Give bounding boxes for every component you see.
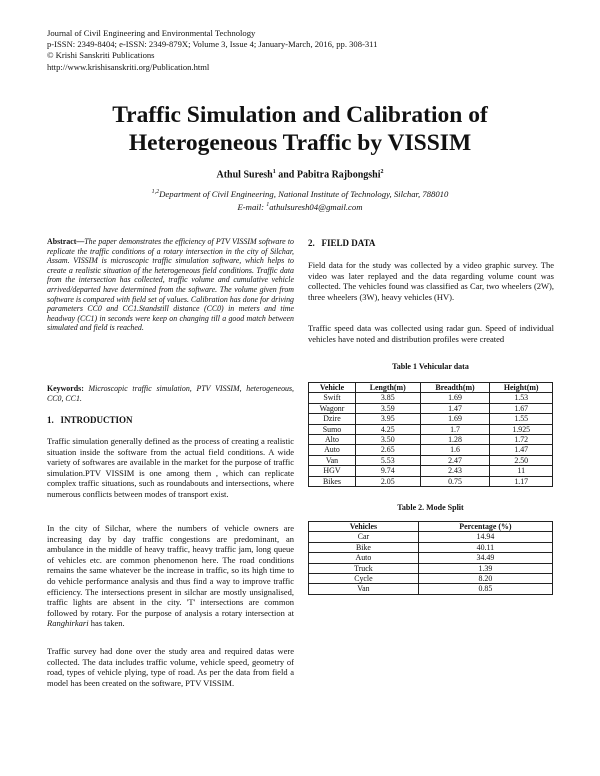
table-row: [309, 445, 553, 455]
table-cell: Car: [309, 532, 419, 542]
table-cell: 2.47: [420, 455, 490, 465]
table-1-header: Breadth(m): [420, 383, 490, 393]
affil-sup: 1,2: [151, 189, 160, 195]
table-cell: 3.59: [355, 403, 420, 413]
table-cell: Bike: [309, 542, 419, 552]
table-2-caption: Table 2. Mode Split: [397, 503, 464, 512]
email-label: E-mail:: [237, 201, 267, 212]
table-cell: 1.69: [420, 414, 490, 424]
table-row: [309, 532, 553, 542]
table-1-caption: Table 1 Vehicular data: [392, 362, 469, 371]
journal-publisher: © Krishi Sanskriti Publications: [47, 50, 155, 61]
title-line-1: Traffic Simulation and Calibration of: [112, 102, 488, 128]
table-row: [309, 424, 553, 434]
journal-issn: p-ISSN: 2349-8404; e-ISSN: 2349-879X; Volume 3, Issue 4; January-March, 2016, pp. 308-311: [47, 39, 378, 50]
author-1: Athul Suresh: [216, 169, 273, 181]
paper-title: [0, 101, 600, 157]
table-cell: Alto: [309, 435, 356, 445]
authors: [0, 169, 600, 180]
table-2-header: Vehicles: [309, 522, 419, 532]
table-1-header: Vehicle: [309, 383, 356, 393]
journal-header: [47, 28, 377, 73]
table-cell: Swift: [309, 393, 356, 403]
table-1-header: Length(m): [355, 383, 420, 393]
email-address[interactable]: athulsuresh04@gmail.com: [269, 201, 363, 212]
intro-p1-text: Traffic simulation generally defined as the process of creating a realistic situation inside the software from the actual field conditions. A wide variety of softwares are available in the market for the purpose of traffic simulation.PTV VISSIM is one among them , which can replicate complex traffic situations, such as roundabouts and intersections, where numerous conflicts between modes of transport exist.: [47, 436, 294, 499]
table-cell: 1.28: [420, 435, 490, 445]
table-cell: 1.53: [490, 393, 553, 403]
keywords-label: Keywords:: [47, 384, 84, 393]
table-row: [309, 574, 553, 584]
table-row: [309, 403, 553, 413]
intro-paragraph-2: [47, 523, 294, 629]
table-cell: 8.20: [418, 574, 552, 584]
table-row: [309, 476, 553, 486]
table-cell: Sumo: [309, 424, 356, 434]
table-cell: 1.17: [490, 476, 553, 486]
field-p1-text: Field data for the study was collected by a video graphic survey. The video was later replayed and the data regarding volume count was collected. The vehicles found was classified as Car, two wheelers (2W), three wheelers (3W), heavy vehicles (HV).: [308, 260, 554, 302]
table-cell: 3.95: [355, 414, 420, 424]
table-cell: 3.50: [355, 435, 420, 445]
abstract-label: Abstract—: [47, 237, 85, 246]
abstract-text: The paper demonstrates the efficiency of PTV VISSIM software to replicate the traffic conditions of a rotary intersection in the city of Silchar, Assam. VISSIM is microscopic traffic simulation software, which helps to create a realistic situation of the heterogeneous field conditions. Traffic data from the intersection has collected, traffic volume and cumulative vehicle arrived/departed have determined from the software. The volume given from software is compared with field set of values. Calibration has done for driving parameters CC0 and CC1.Standstill distance (CC0) in meters and time headway (CC1) in seconds were keep on changing till a good match between simulated and field is reached.: [47, 237, 294, 333]
table-cell: 1.47: [420, 403, 490, 413]
table-row: [309, 393, 553, 403]
abstract: [47, 237, 294, 333]
table-row: [309, 542, 553, 552]
table-cell: 34.49: [418, 553, 552, 563]
table-cell: 11: [490, 466, 553, 476]
table-cell: Van: [309, 455, 356, 465]
table-row: [309, 563, 553, 573]
table-1-header: Height(m): [490, 383, 553, 393]
section-1-heading: 1. INTRODUCTION: [47, 415, 133, 425]
table-cell: 40.11: [418, 542, 552, 552]
table-cell: Bikes: [309, 476, 356, 486]
table-cell: 5.53: [355, 455, 420, 465]
section-2-heading: 2. FIELD DATA: [308, 238, 376, 248]
intro-p2-text: In the city of Silchar, where the numbers of vehicle owners are increasing day by day traffic congestions are predominant, an ambulance in the middle of heavy traffic, heavy traffic jam, long queue of vehicles etc. are common phenomenon here. The road conditions remains the same whatever be the increase in traffic, so its high time to do vehicle performance analysis and thus find a way to improve traffic efficiency. The intersections present in silchar are mostly unsignalised, traffic lights are absent in the city. 'T' intersections are common followed by rotary. For the purpose of analysis a rotary intersection at: [47, 523, 294, 618]
table-2-header: Percentage (%): [418, 522, 552, 532]
table-row: [309, 466, 553, 476]
table-cell: 0.75: [420, 476, 490, 486]
table-row: [309, 584, 553, 594]
table-cell: 1.7: [420, 424, 490, 434]
table-cell: 0.85: [418, 584, 552, 594]
table-cell: 14.94: [418, 532, 552, 542]
table-cell: 1.72: [490, 435, 553, 445]
table-cell: 9.74: [355, 466, 420, 476]
author-1-sup: 1: [272, 169, 276, 175]
table-cell: 1.39: [418, 563, 552, 573]
intro-paragraph-1: [47, 436, 294, 500]
table-row: [309, 414, 553, 424]
author-2-sup: 2: [380, 169, 384, 175]
journal-url[interactable]: http://www.krishisanskriti.org/Publication.html: [47, 61, 210, 72]
author-and: and: [275, 169, 297, 181]
intro-p2-end: has taken.: [88, 618, 125, 629]
table-cell: 2.50: [490, 455, 553, 465]
table-cell: 2.05: [355, 476, 420, 486]
table-row: [309, 455, 553, 465]
table-cell: 2.65: [355, 445, 420, 455]
table-cell: 2.43: [420, 466, 490, 476]
table-cell: Truck: [309, 563, 419, 573]
field-paragraph-1: [308, 260, 554, 302]
intro-p3-text: Traffic survey had done over the study area and required datas were collected. The data includes traffic volume, vehicle speed, geometry of road, types of vehicle plying, type of road. As per the data from field a model has been created on the software, PTV VISSIM.: [47, 646, 294, 688]
keywords: [47, 384, 294, 403]
table-cell: Dzire: [309, 414, 356, 424]
keywords-text: Microscopic traffic simulation, PTV VISSIM, heterogeneous, CC0, CC1.: [47, 384, 296, 403]
field-p2-text: Traffic speed data was collected using radar gun. Speed of individual vehicles have noted and distribution profiles were created: [308, 323, 554, 344]
affiliation: [0, 187, 600, 213]
affil-dept: Department of Civil Engineering, National Institute of Technology, Silchar, 788010: [159, 188, 449, 199]
table-cell: 1.69: [420, 393, 490, 403]
table-cell: HGV: [309, 466, 356, 476]
intro-p2-place: Ranghirkari: [47, 618, 89, 629]
table-cell: Cycle: [309, 574, 419, 584]
table-cell: 4.25: [355, 424, 420, 434]
table-2: [308, 521, 553, 595]
table-cell: 1.925: [490, 424, 553, 434]
table-cell: Auto: [309, 445, 356, 455]
table-1: [308, 382, 553, 487]
intro-paragraph-3: [47, 646, 294, 688]
table-cell: Van: [309, 584, 419, 594]
table-row: [309, 553, 553, 563]
table-cell: 3.85: [355, 393, 420, 403]
table-cell: Auto: [309, 553, 419, 563]
author-2: Pabitra Rajbongshi: [296, 169, 381, 181]
table-cell: 1.55: [490, 414, 553, 424]
table-cell: 1.67: [490, 403, 553, 413]
table-cell: Wagonr: [309, 403, 356, 413]
table-cell: 1.47: [490, 445, 553, 455]
table-row: [309, 435, 553, 445]
field-paragraph-2: [308, 323, 554, 344]
journal-name: Journal of Civil Engineering and Environmental Technology: [47, 28, 256, 38]
table-cell: 1.6: [420, 445, 490, 455]
email-sup: 1: [266, 201, 270, 208]
title-line-2: Heterogeneous Traffic by VISSIM: [128, 130, 472, 156]
